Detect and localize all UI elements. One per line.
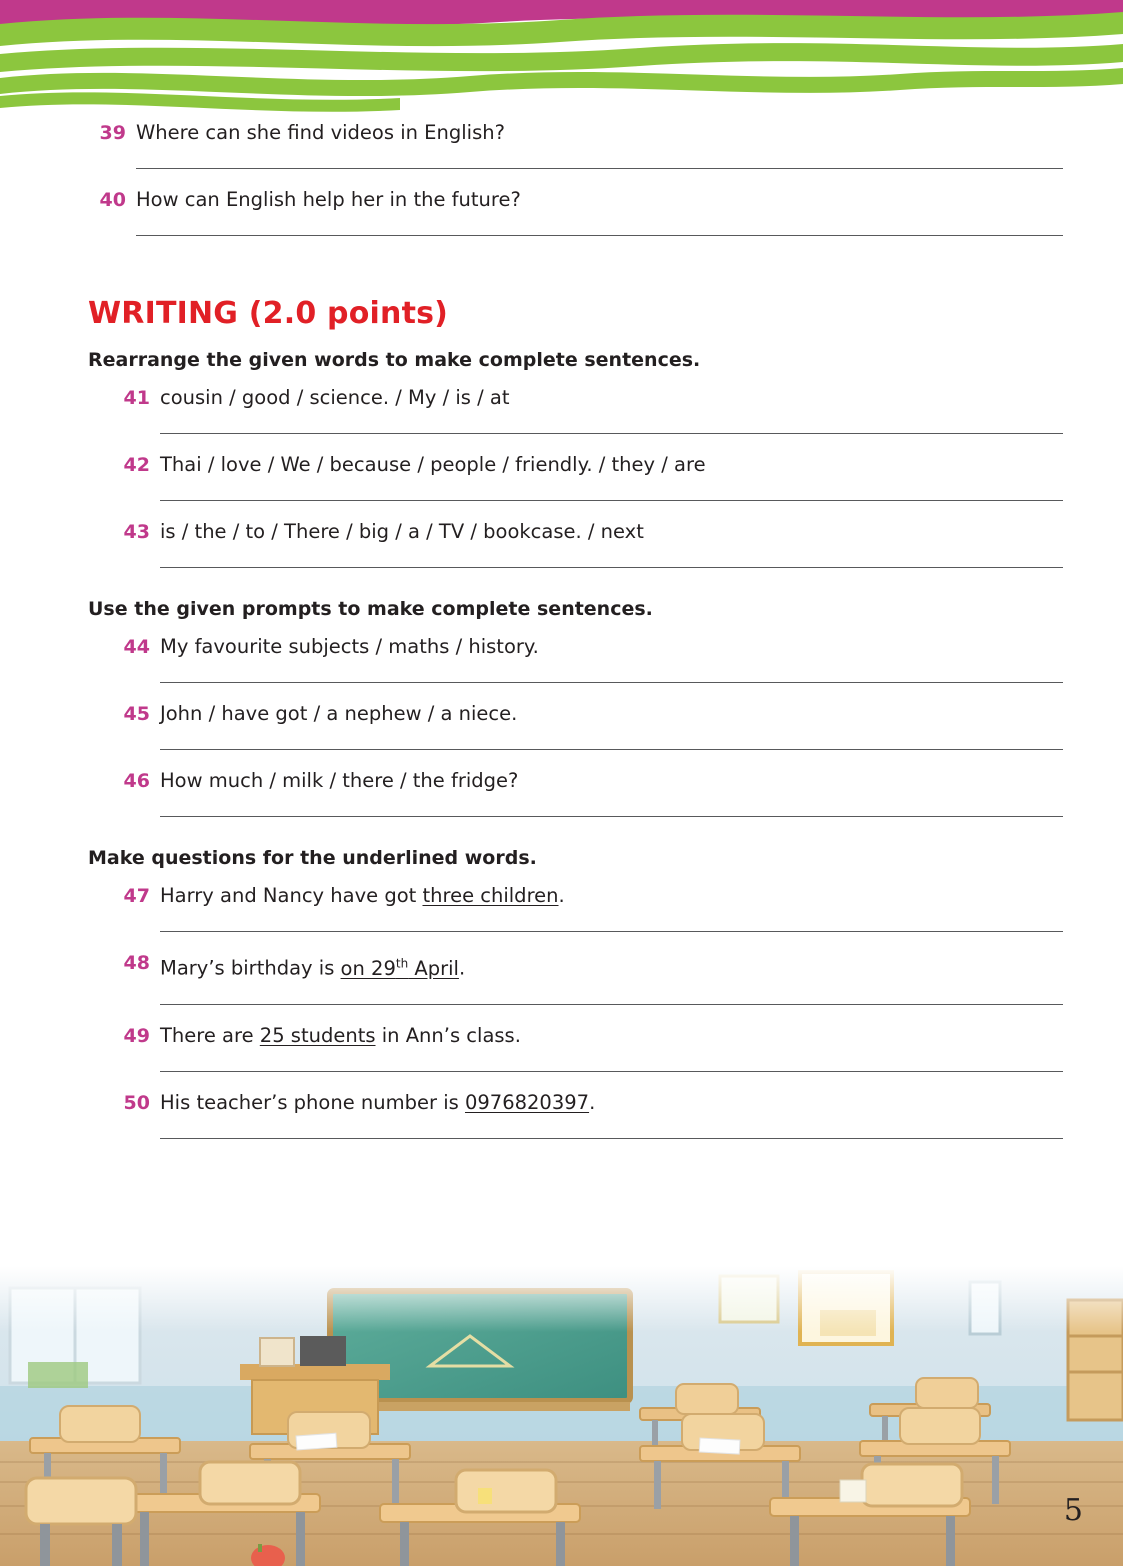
question-text-pre: His teacher’s phone number is <box>160 1090 465 1114</box>
question-number: 41 <box>123 387 150 409</box>
ordinal-suffix: th <box>395 956 409 970</box>
page-number: 5 <box>1063 1493 1083 1528</box>
question-text: John / have got / a nephew / a niece. <box>160 702 518 725</box>
header-decoration <box>0 0 1123 120</box>
question-text-post: in Ann’s class. <box>375 1023 521 1047</box>
underlined-answer-part2: April <box>408 956 459 980</box>
question-text <box>160 883 565 909</box>
instruction-prompts: Use the given prompts to make complete sentences. <box>88 598 653 620</box>
underlined-answer: 25 students <box>259 1023 376 1047</box>
underlined-answer: 0976820397 <box>464 1090 590 1114</box>
question-text: Where can she find videos in English? <box>136 121 505 144</box>
question-row <box>88 385 1063 411</box>
question-text-post: . <box>558 884 565 907</box>
question-row <box>88 1023 1063 1049</box>
question-row <box>88 950 1063 982</box>
question-text-pre: Harry and Nancy have got <box>160 884 423 907</box>
question-number: 39 <box>99 122 126 144</box>
question-row <box>88 634 1063 660</box>
answer-line[interactable] <box>160 1138 1063 1139</box>
question-number: 42 <box>123 454 150 476</box>
green-ribbon-2 <box>0 43 1123 72</box>
question-row <box>88 701 1063 727</box>
section-title-writing: WRITING (2.0 points) <box>88 296 449 331</box>
question-text-post: . <box>458 956 466 980</box>
question-text <box>160 1023 521 1049</box>
underlined-answer <box>341 957 459 980</box>
question-number: 46 <box>123 770 150 792</box>
question-number: 47 <box>123 885 150 907</box>
question-row <box>88 187 1063 213</box>
question-row <box>88 120 1063 146</box>
question-row <box>88 519 1063 545</box>
question-row <box>88 883 1063 909</box>
question-number: 49 <box>123 1024 150 1047</box>
question-text: Thai / love / We / because / people / friendly. / they / are <box>160 453 706 476</box>
question-text <box>160 1090 595 1116</box>
question-text: My favourite subjects / maths / history. <box>160 635 539 658</box>
question-number: 50 <box>123 1091 150 1114</box>
question-row <box>88 768 1063 794</box>
question-text-pre: There are <box>160 1023 260 1047</box>
instruction-make-questions: Make questions for the underlined words. <box>88 847 537 869</box>
question-number: 44 <box>123 636 150 658</box>
classroom-illustration <box>0 1266 1123 1566</box>
question-row <box>88 452 1063 478</box>
question-text-post: . <box>589 1090 596 1114</box>
green-ribbon-3 <box>0 68 1123 96</box>
underlined-answer-part1: on 29 <box>340 956 396 980</box>
question-text-pre: Mary’s birthday is <box>160 956 341 980</box>
question-text: How can English help her in the future? <box>136 188 521 211</box>
question-number: 40 <box>99 189 126 211</box>
page-content <box>0 120 1123 1139</box>
question-number: 45 <box>123 703 150 725</box>
question-text: is / the / to / There / big / a / TV / bookcase. / next <box>160 520 644 543</box>
question-text: cousin / good / science. / My / is / at <box>160 386 510 409</box>
question-number: 48 <box>123 952 150 974</box>
question-number: 43 <box>123 521 150 543</box>
question-text <box>160 950 465 982</box>
question-row <box>88 1090 1063 1116</box>
instruction-rearrange: Rearrange the given words to make complete sentences. <box>88 349 701 371</box>
underlined-answer: three children <box>422 884 559 907</box>
question-text: How much / milk / there / the fridge? <box>160 769 519 792</box>
